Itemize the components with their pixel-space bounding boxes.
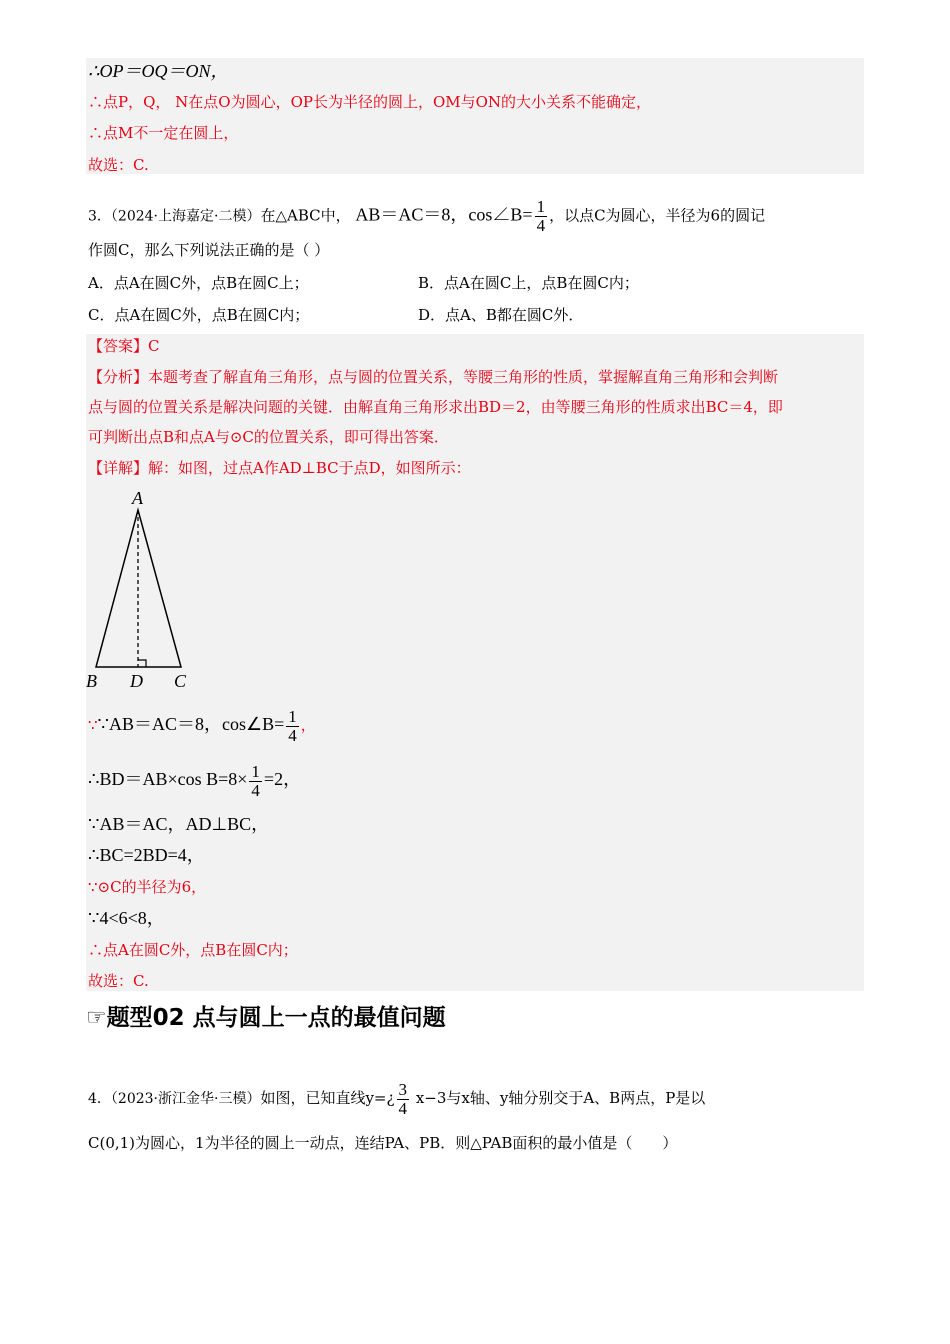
option-d: D．点A、B都在圆C外． (418, 306, 584, 324)
triangle-figure (80, 484, 210, 694)
option-a: A．点A在圆C外，点B在圆C上； (88, 274, 309, 292)
vertex-label-d: D (130, 671, 143, 691)
vertex-label-b: B (86, 671, 97, 691)
question-source: （2024·上海嘉定·二模） (110, 208, 261, 225)
step-4: ∴BC=2BD=4， (88, 845, 205, 865)
analysis-line-1: 【分析】本题考查了解直角三角形，点与圆的位置关系，等腰三角形的性质，掌握解直角三角形和会判断 (88, 368, 779, 386)
step-3: ∵AB＝AC，AD⊥BC， (88, 814, 270, 834)
step-5: ∵⊙C的半径为6， (88, 878, 207, 896)
step-6: ∵4<6<8， (88, 908, 165, 928)
question-3-stem: 3．（2024·上海嘉定·二模）在△ABC中， AB＝AC＝8，cos∠B= $\frac{1}{4}$ ，以点C为圆心，半径为6的圆记 (88, 197, 766, 235)
detail-line-1: 【详解】解：如图，过点A作AD⊥BC于点D，如图所示： (88, 459, 471, 477)
option-c: C．点A在圆C外，点B在圆C内； (88, 306, 310, 324)
analysis-line-3: 可判断出点B和点A与⊙C的位置关系，即可得出答案． (88, 428, 449, 446)
step-8: 故选：C. (88, 972, 149, 990)
vertex-label-a: A (132, 488, 143, 508)
question-number: 3． (88, 208, 111, 225)
section-title: 题型02 点与圆上一点的最值问题 (106, 1005, 446, 1031)
question-4-stem: 4．（2023·浙江金华·三模）如图，已知直线y=¿ $\frac{3}{4}$ x−3与x轴、y轴分别交于A、B两点，P是以 (88, 1079, 706, 1118)
analysis-line-2: 点与圆的位置关系是解决问题的关键．由解直角三角形求出BD＝2，由等腰三角形的性质求出BC＝4，即 (88, 398, 783, 416)
fraction: $\frac{1}{4}$ (536, 197, 546, 235)
prev-line-3: ∴点M不一定在圆上， (88, 124, 239, 142)
prev-line-4: 故选：C. (88, 156, 149, 174)
section-heading (86, 1002, 446, 1034)
question-4-stem-2: C(0,1)为圆心，1为半径的圆上一动点，连结PA、PB．则△PAB面积的最小值是（ ） (88, 1134, 678, 1152)
question-3-stem-2: 作圆C，那么下列说法正确的是（ ） (88, 241, 330, 259)
step-7: ∴点A在圆C外，点B在圆C内； (88, 941, 298, 959)
step-1: ∵∵AB＝AC＝8，cos∠B= $\frac{1}{4}$ ， (88, 706, 316, 745)
pointing-hand-icon: ☞ (86, 1005, 107, 1031)
prev-line-1: ∴OP＝OQ＝ON， (88, 61, 229, 81)
step-2: ∴BD＝AB×cos B=8× $\frac{1}{4}$ =2， (88, 761, 302, 800)
prev-line-2: ∴点P，Q， N在点O为圆心，OP长为半径的圆上，OM与ON的大小关系不能确定， (88, 93, 652, 111)
vertex-label-c: C (174, 671, 187, 691)
answer-line: 【答案】C (88, 337, 160, 355)
option-b: B．点A在圆C上，点B在圆C内； (418, 274, 639, 292)
